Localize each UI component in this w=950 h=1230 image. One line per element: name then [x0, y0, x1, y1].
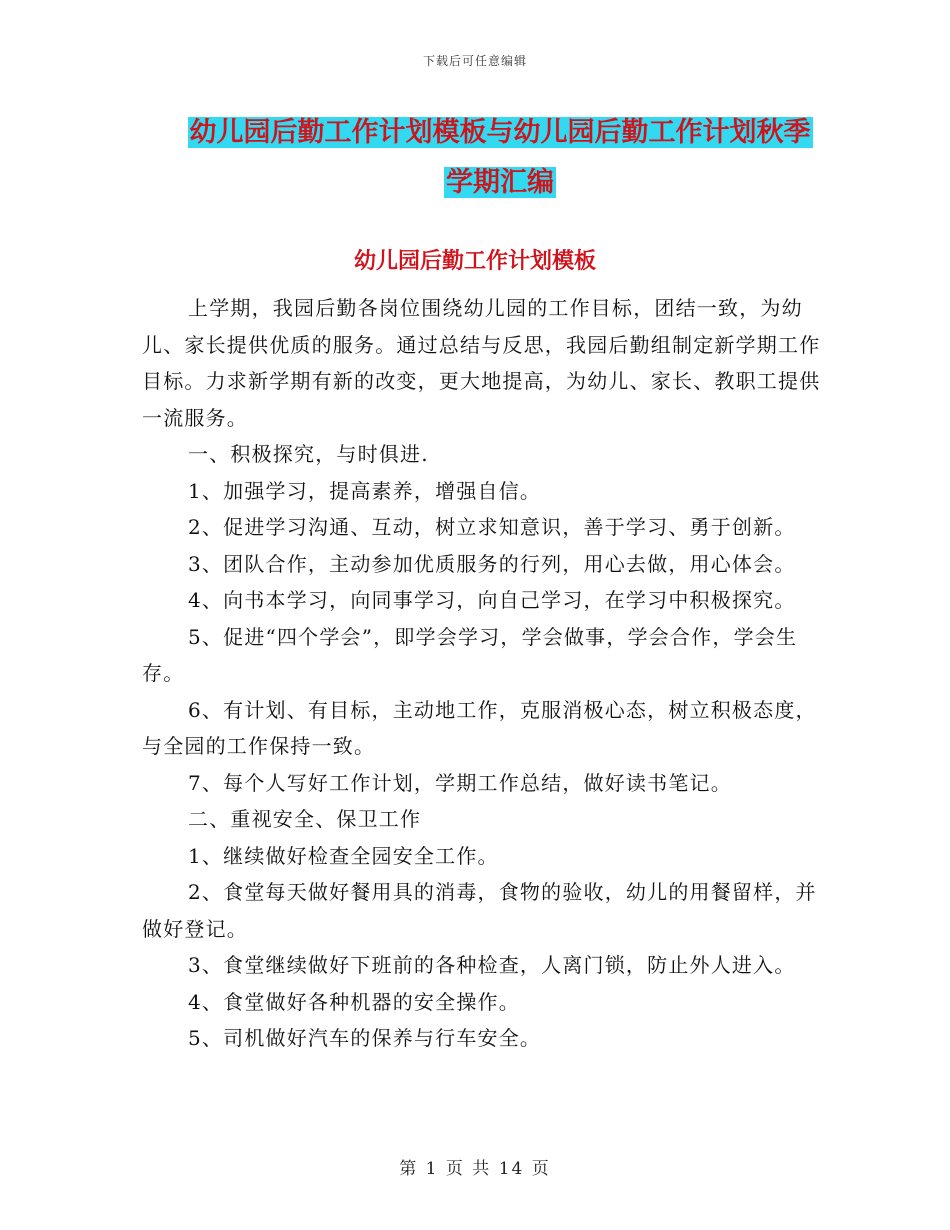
paragraph: 上学期，我园后勤各岗位围绕幼儿园的工作目标，团结一致，为幼儿、家长提供优质的服务。通过总结与反思，我园后勤组制定新学期工作目标。力求新学期有新的改变，更大地提高，为幼儿、家长、教职工提供一流服务。 — [142, 296, 821, 430]
document-title-line-2: 学期汇编 — [446, 167, 554, 198]
paragraph: 二、重视安全、保卫工作 — [188, 807, 422, 831]
document-body — [142, 290, 822, 1057]
paragraph: 1、加强学习，提高素养，增强自信。 — [188, 478, 542, 503]
page-header-note: 下载后可任意编辑 — [422, 54, 527, 68]
paragraph: 4、向书本学习，向同事学习，向自己学习，在学习中积极探究。 — [188, 588, 796, 612]
paragraph: 7、每个人写好工作计划，学期工作总结，做好读书笔记。 — [188, 770, 732, 795]
paragraph: 3、食堂继续做好下班前的各种检查，人离门锁，防止外人进入。 — [188, 953, 796, 977]
document-title — [150, 108, 850, 208]
paragraph: 1、继续做好检查全园安全工作。 — [188, 843, 499, 868]
paragraph: 5、促进“四个学会”，即学会学习，学会做事，学会合作，学会生存。 — [142, 624, 798, 685]
paragraph: 3、团队合作，主动参加优质服务的行列，用心去做，用心体会。 — [188, 551, 796, 576]
paragraph: 4、食堂做好各种机器的安全操作。 — [188, 989, 520, 1014]
paragraph: 2、促进学习沟通、互动，树立求知意识，善于学习、勇于创新。 — [188, 515, 796, 539]
paragraph: 5、司机做好汽车的保养与行车安全。 — [188, 1026, 542, 1050]
document-title-line-1: 幼儿园后勤工作计划模板与幼儿园后勤工作计划秋季 — [189, 117, 811, 148]
paragraph: 一、积极探究，与时俱进. — [188, 442, 429, 466]
section-title: 幼儿园后勤工作计划模板 — [353, 249, 596, 274]
page-number-footer: 第 1 页 共 14 页 — [399, 1159, 551, 1179]
paragraph: 2、食堂每天做好餐用具的消毒，食物的验收，幼儿的用餐留样，并做好登记。 — [142, 880, 817, 941]
paragraph: 6、有计划、有目标，主动地工作，克服消极心态，树立积极态度，与全园的工作保持一致。 — [142, 697, 817, 758]
